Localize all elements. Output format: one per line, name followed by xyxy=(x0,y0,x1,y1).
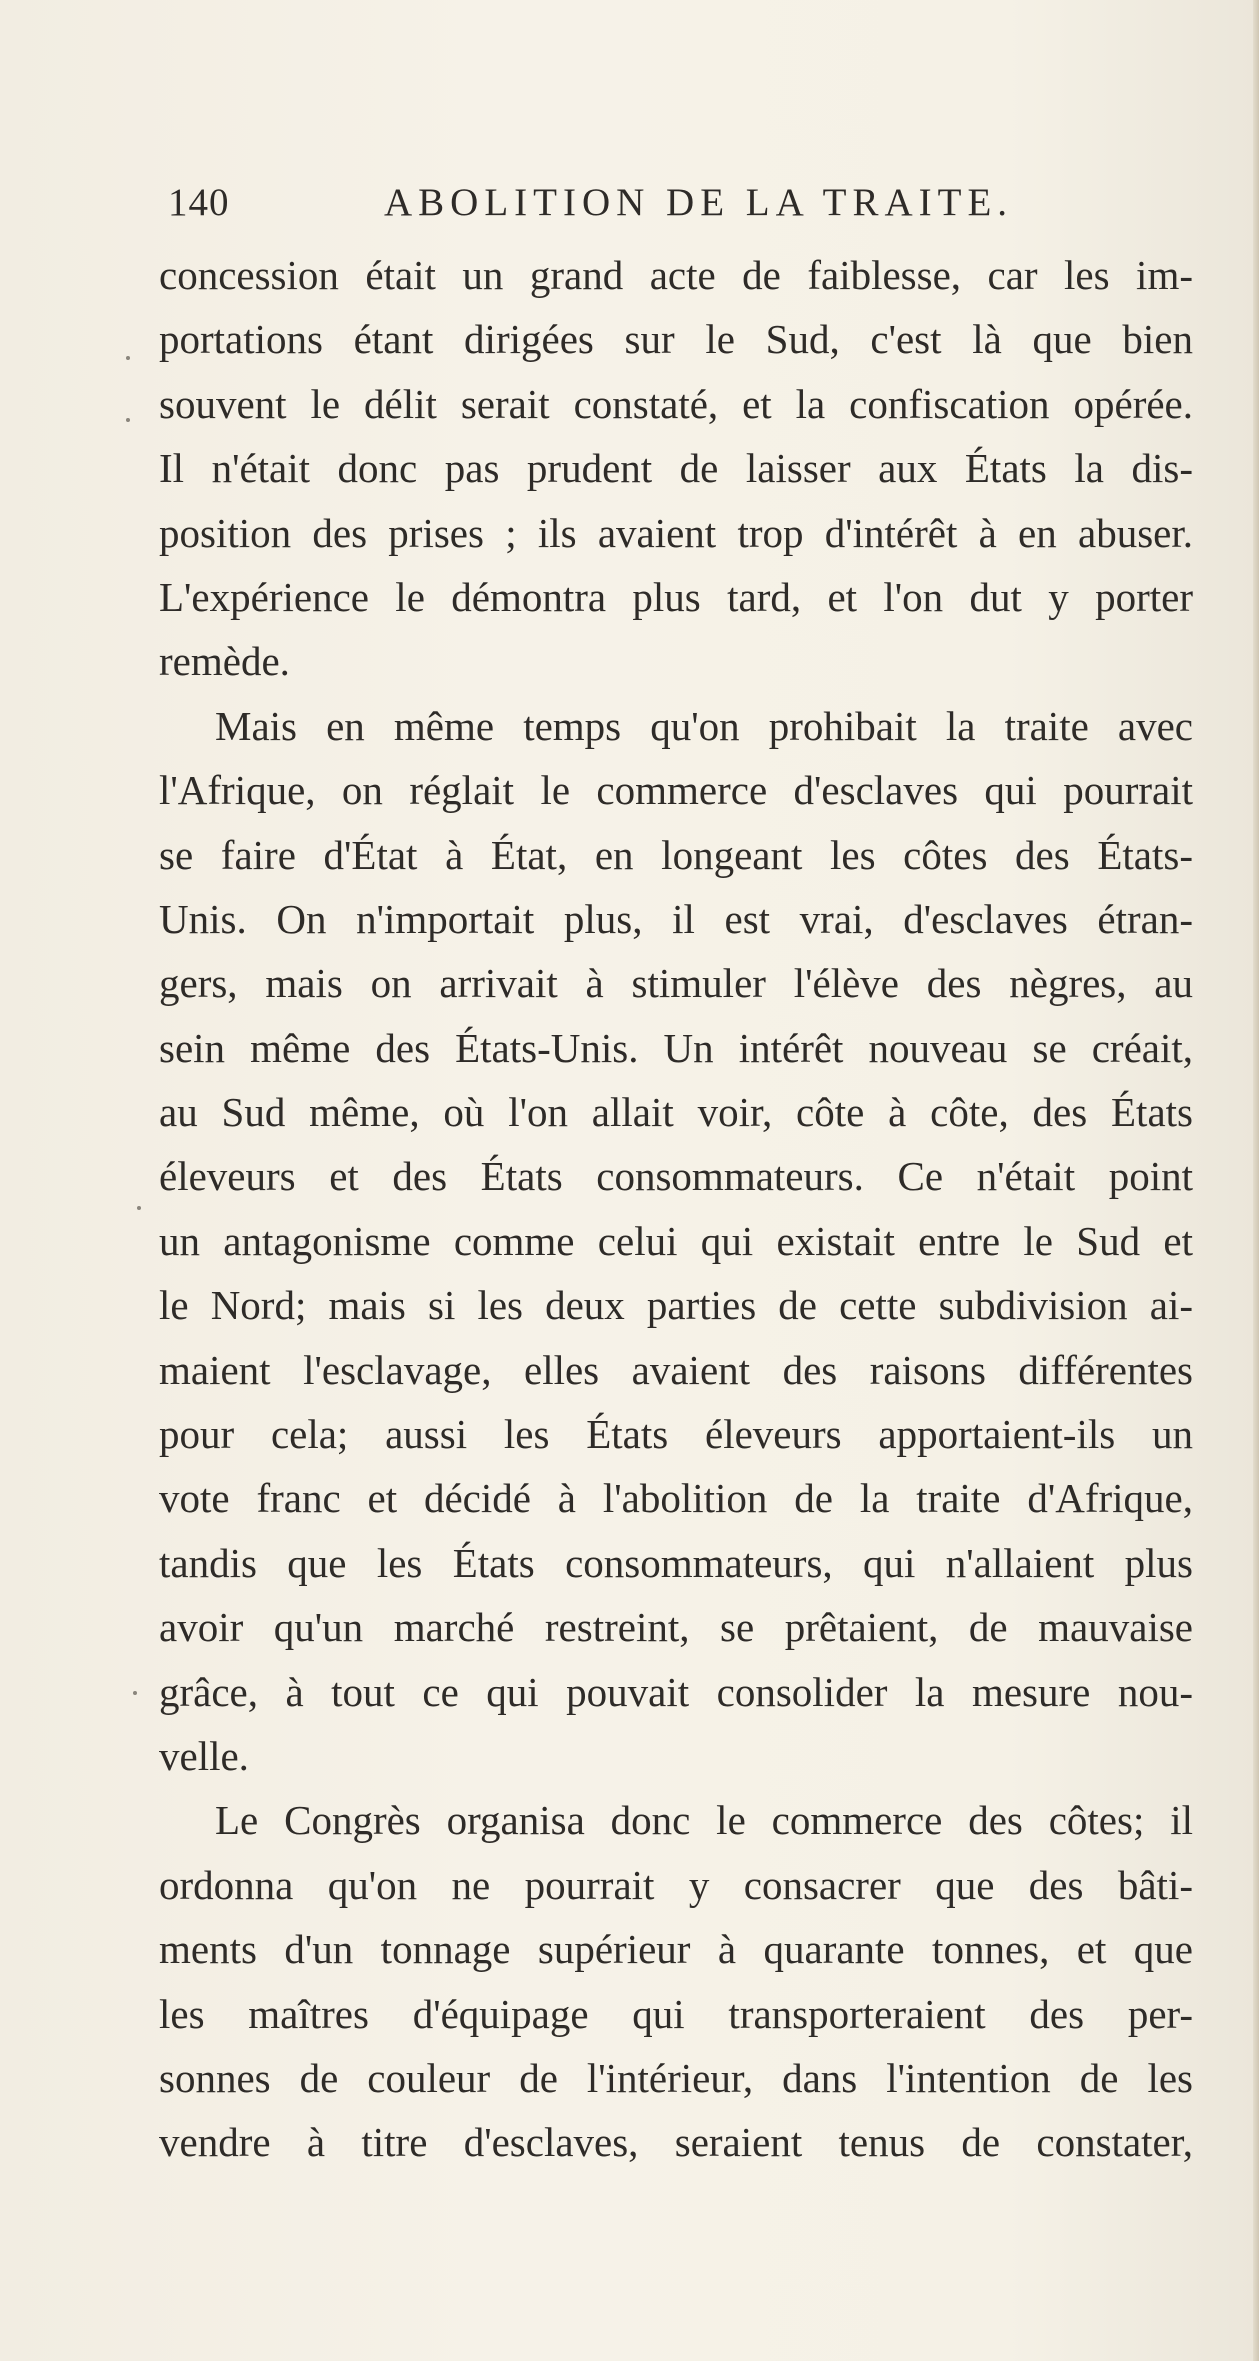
text-line: grâce, à tout ce qui pouvait consolider la mesure nou- xyxy=(159,1668,1193,1715)
text-line: pour cela; aussi les États éleveurs apportaient-ils un xyxy=(159,1411,1193,1458)
page-number: 140 xyxy=(168,181,230,224)
text-line: un antagonisme comme celui qui existait entre le Sud et xyxy=(159,1217,1193,1264)
text-line: vendre à titre d'esclaves, seraient tenus de constater, xyxy=(159,2119,1193,2166)
text-line: sein même des États-Unis. Un intérêt nouveau se créait, xyxy=(159,1024,1193,1071)
text-line: le Nord; mais si les deux parties de cette subdivision ai- xyxy=(159,1282,1193,1329)
text-line: éleveurs et des États consommateurs. Ce n'était point xyxy=(159,1153,1193,1200)
running-title: ABOLITION DE LA TRAITE. xyxy=(384,181,1014,224)
body-text xyxy=(159,243,1193,2175)
text-line: remède. xyxy=(159,638,290,685)
text-line: ments d'un tonnage supérieur à quarante tonnes, et que xyxy=(159,1926,1193,1973)
text-line: au Sud même, où l'on allait voir, côte à côte, des États xyxy=(159,1089,1193,1136)
text-line: vote franc et décidé à l'abolition de la traite d'Afrique, xyxy=(159,1475,1193,1522)
text-line: portations étant dirigées sur le Sud, c'est là que bien xyxy=(159,316,1193,363)
text-line: souvent le délit serait constaté, et la confiscation opérée. xyxy=(159,380,1193,427)
text-line: Le Congrès organisa donc le commerce des côtes; il xyxy=(215,1797,1193,1844)
text-line: sonnes de couleur de l'intérieur, dans l'intention de les xyxy=(159,2054,1193,2101)
text-line: l'Afrique, on réglait le commerce d'esclaves qui pourrait xyxy=(159,767,1193,814)
margin-speck xyxy=(126,356,130,360)
text-line: velle. xyxy=(159,1732,249,1779)
text-line: tandis que les États consommateurs, qui n'allaient plus xyxy=(159,1539,1193,1586)
paragraph-3 xyxy=(159,1788,1193,2174)
text-line: Unis. On n'importait plus, il est vrai, d'esclaves étran- xyxy=(159,895,1193,942)
margin-speck xyxy=(126,418,130,422)
text-line: Il n'était donc pas prudent de laisser aux États la dis- xyxy=(159,445,1193,492)
paragraph-1 xyxy=(159,243,1193,694)
text-line: position des prises ; ils avaient trop d'intérêt à en abuser. xyxy=(159,509,1193,556)
text-line: L'expérience le démontra plus tard, et l'on dut y porter xyxy=(159,573,1193,620)
text-line: se faire d'État à État, en longeant les côtes des États- xyxy=(159,831,1193,878)
text-line: Mais en même temps qu'on prohibait la traite avec xyxy=(215,702,1193,749)
margin-speck xyxy=(137,1206,141,1210)
paragraph-2 xyxy=(159,694,1193,1789)
margin-speck xyxy=(133,1691,137,1695)
text-line: maient l'esclavage, elles avaient des raisons différentes xyxy=(159,1346,1193,1393)
page-edge xyxy=(1253,0,1259,2361)
page-header xyxy=(168,178,1192,228)
text-line: les maîtres d'équipage qui transporteraient des per- xyxy=(159,1990,1193,2037)
text-line: gers, mais on arrivait à stimuler l'élève des nègres, au xyxy=(159,960,1193,1007)
text-line: concession était un grand acte de faiblesse, car les im- xyxy=(159,252,1193,298)
text-line: ordonna qu'on ne pourrait y consacrer que des bâti- xyxy=(159,1861,1193,1908)
text-line: avoir qu'un marché restreint, se prêtaient, de mauvaise xyxy=(159,1604,1193,1651)
